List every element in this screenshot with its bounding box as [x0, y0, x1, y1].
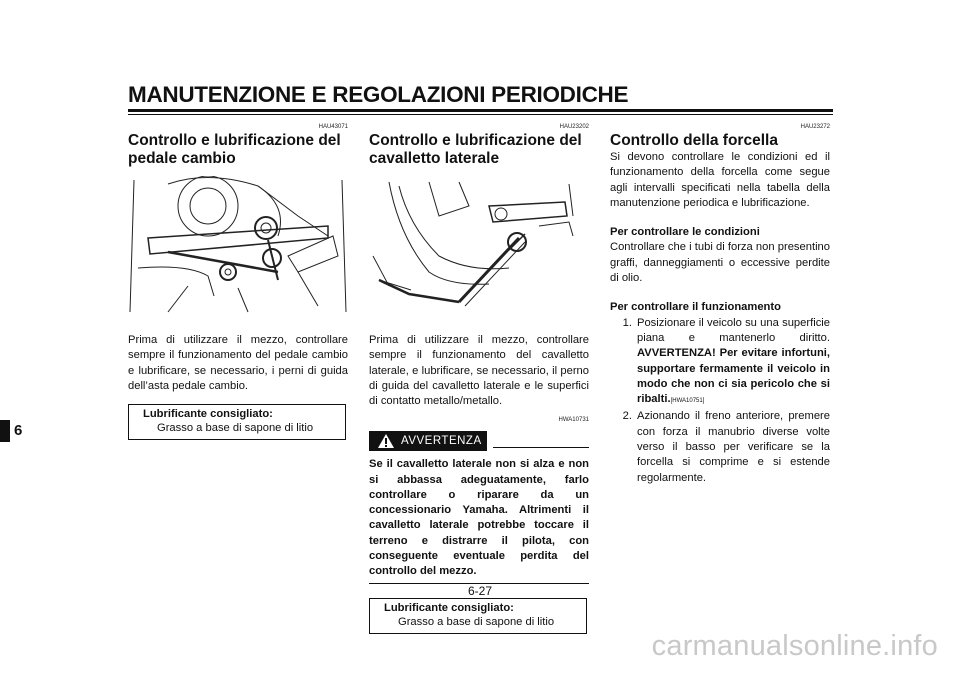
list-text: Azionando il freno anteriore, premere con forza il manubrio diverse volte verso il basso per verificare se la forcella si comprime e si estende regolarmente. — [637, 410, 830, 484]
chapter-number: 6 — [14, 422, 23, 439]
section-code: HAU23202 — [559, 124, 589, 130]
lubricant-text: Grasso a base di sapone di litio — [157, 422, 314, 435]
list-number: 2. — [622, 410, 632, 423]
list-number: 1. — [622, 316, 632, 329]
warning-label: AVVERTENZA — [401, 435, 482, 448]
warning-header — [369, 431, 589, 453]
header-rule-thin — [128, 114, 833, 115]
column-front-fork — [610, 124, 830, 486]
warning-text: Se il cavalletto laterale non si alza e non si abbassa adeguatamente, farlo controllare o riparare da un concessionario Yamaha. Altrimenti il cavalletto laterale potrebbe toccare il terreno e distrarre il pilota, con conseguente eventuale perdita del controllo del mezzo. — [369, 458, 589, 577]
section-body: Prima di utilizzare il mezzo, controllare sempre il funzionamento del pedale cambio e lubrificare, se necessario, i perni di guida dell’asta pedale cambio. — [128, 334, 348, 392]
lubricant-title: Lubrificante consigliato: — [143, 408, 273, 421]
column-shift-pedal — [128, 124, 348, 440]
inline-warning: AVVERTENZA! Per evitare infortuni, supportare fermamente il veicolo in modo che non ci sia pericolo che si ribalti. — [637, 347, 830, 406]
section-body: Prima di utilizzare il mezzo, controllare sempre il funzionamento del cavalletto laterale, e lubrificare, se necessario, il perno di guida del cavalletto laterale e le superfici di contatto metallo/metallo. — [369, 334, 589, 408]
lubricant-box — [369, 598, 587, 634]
section-heading: Controllo e lubrificazione del pedale cambio — [128, 132, 341, 167]
section-intro: Si devono controllare le condizioni ed il funzionamento della forcella come segue agli intervalli specificati nella tabella della manutenzione periodica e lubrificazione. — [610, 151, 830, 209]
warning-rule — [493, 447, 589, 448]
warning-code: HWA10731 — [558, 417, 589, 424]
section-heading: Controllo della forcella — [610, 132, 778, 149]
warning-triangle-icon — [377, 433, 395, 449]
section-heading: Controllo e lubrificazione del cavalletto laterale — [369, 132, 582, 167]
section-code: HAU43071 — [318, 124, 348, 130]
warning-badge — [369, 431, 487, 451]
lubricant-box — [128, 404, 346, 440]
subheading-conditions: Per controllare le condizioni — [610, 226, 760, 239]
conditions-text: Controllare che i tubi di forza non presentino graffi, danneggiamenti o eccessive perdite di olio. — [610, 241, 830, 285]
list-item — [610, 409, 830, 485]
list-item — [610, 316, 830, 410]
header-rule-thick — [128, 109, 833, 112]
sidestand-illustration — [369, 176, 589, 316]
shift-pedal-illustration — [128, 176, 348, 316]
section-code: HAU23272 — [800, 124, 830, 130]
page-number: 6-27 — [467, 584, 493, 598]
chapter-tab — [0, 420, 10, 442]
subheading-operation: Per controllare il funzionamento — [610, 301, 781, 314]
watermark: carmanualsonline.info — [651, 630, 938, 662]
lubricant-text: Grasso a base di sapone di litio — [398, 616, 555, 629]
column-sidestand — [369, 124, 589, 634]
warning-code: [HWA10751] — [670, 398, 705, 405]
page-header-title: MANUTENZIONE E REGOLAZIONI PERIODICHE — [128, 82, 629, 107]
list-text: Posizionare il veicolo su una superficie piana e mantenerlo diritto. — [637, 316, 830, 344]
lubricant-title: Lubrificante consigliato: — [384, 602, 514, 615]
